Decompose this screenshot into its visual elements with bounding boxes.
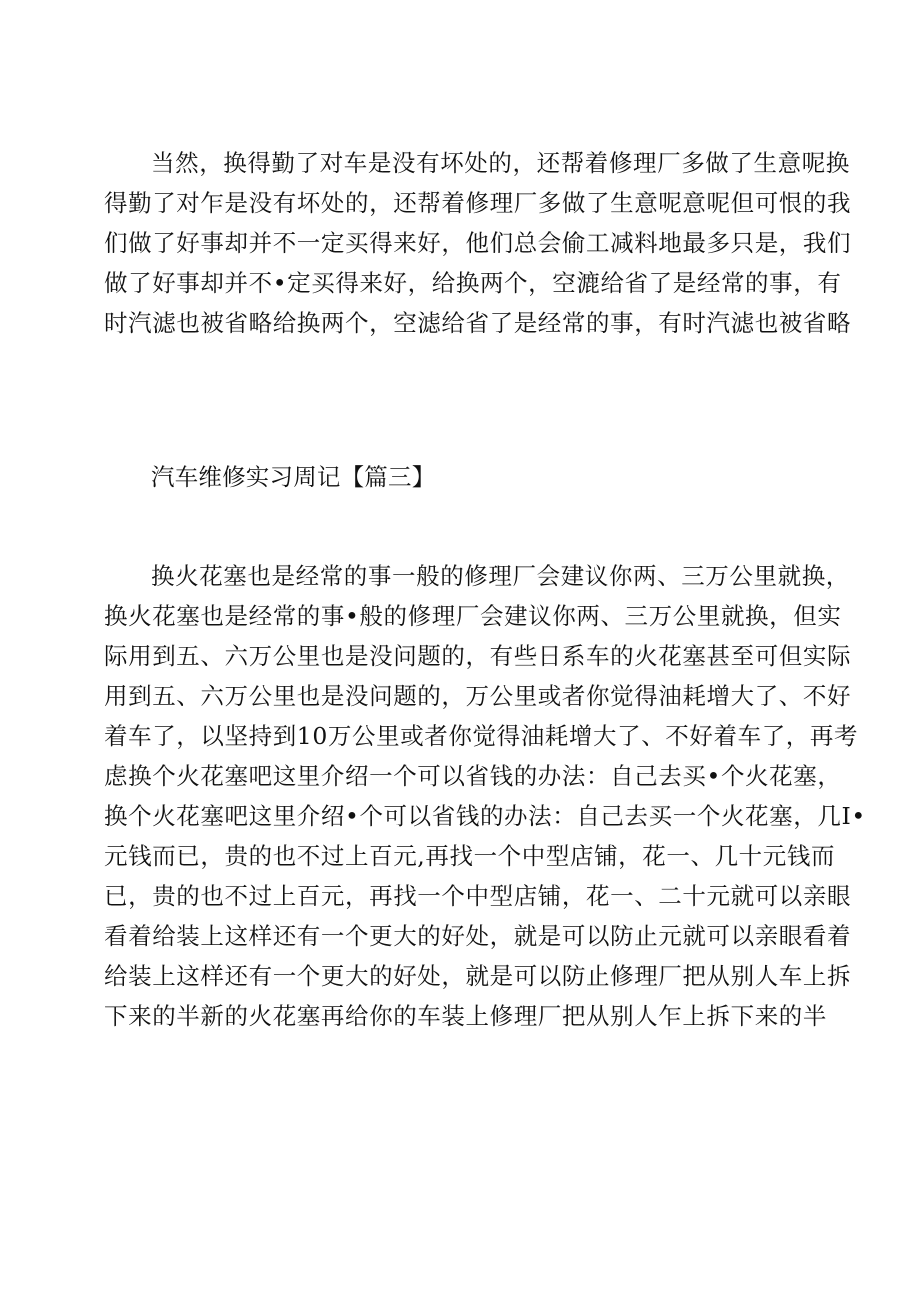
paragraph-2-line: 看着给装上这样还有一个更大的好处，就是可以防止元就可以亲眼看着: [104, 922, 852, 950]
paragraph-2-line: 换个火花塞吧这里介绍•个可以省钱的办法：自己去买一个火花塞，几I•: [104, 802, 866, 830]
paragraph-1-line: 时汽滤也被省略给换两个，空滤给省了是经常的事，有时汽滤也被省略: [104, 309, 852, 337]
paragraph-1-line: 们做了好事却并不一定买得来好，他们总会偷工减料地最多只是，我们: [104, 229, 852, 257]
paragraph-2-line: 下来的半新的火花塞再给你的车装上修理厂把从别人乍上拆下来的半: [104, 1002, 827, 1030]
paragraph-1-line: 得勤了对乍是没有坏处的，还帮着修理厂多做了生意呢意呢但可恨的我: [104, 189, 852, 217]
paragraph-2-line: 换火花塞也是经常的事一般的修理厂会建议你两、三万公里就换，: [151, 562, 850, 590]
paragraph-2: [104, 556, 866, 1036]
paragraph-1-line: 当然，换得勤了对车是没有坏处的，还帮着修理厂多做了生意呢换: [151, 149, 850, 177]
paragraph-1: [104, 143, 852, 343]
paragraph-2-line: 换火花塞也是经常的事•般的修理厂会建议你两、三万公里就换，但实: [104, 602, 842, 630]
section-heading: 汽车维修实习周记【篇三】: [151, 463, 436, 491]
paragraph-2-line: 际用到五、六万公里也是没问题的，有些日系车的火花塞甚至可但实际: [104, 642, 852, 670]
paragraph-2-line: 用到五、六万公里也是没问题的，万公里或者你觉得油耗增大了、不好: [104, 682, 852, 710]
paragraph-1-line: 做了好事却并不•定买得来好，给换两个，空漉给省了是经常的事，有: [104, 269, 842, 297]
paragraph-2-line: 着车了，以坚持到10万公里或者你觉得油耗增大了、不好着车了，再考: [104, 722, 859, 750]
paragraph-2-line: 给装上这样还有一个更大的好处，就是可以防止修理厂把从别人车上拆: [104, 962, 852, 990]
paragraph-2-line: 已，贵的也不过上百元，再找一个中型店铺，花一、二十元就可以亲眼: [104, 882, 852, 910]
paragraph-2-line: 元钱而已，贵的也不过上百元,再找一个中型店铺，花一、几十元钱而: [104, 842, 836, 870]
paragraph-2-line: 虑换个火花塞吧这里介绍一个可以省钱的办法：自己去买•个火花塞，: [104, 762, 842, 790]
